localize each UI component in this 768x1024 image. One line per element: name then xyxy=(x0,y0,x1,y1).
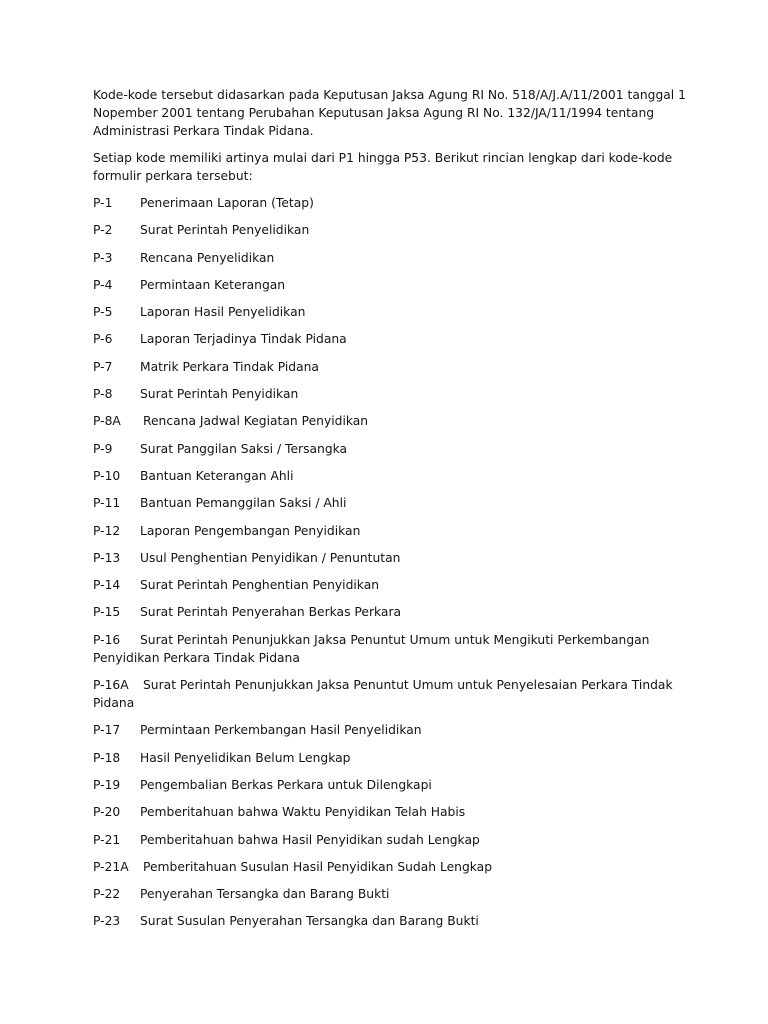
form-code: P-4 xyxy=(93,277,113,292)
list-item xyxy=(93,603,693,621)
list-item xyxy=(93,549,693,567)
list-item xyxy=(93,276,693,294)
list-item xyxy=(93,912,693,930)
list-item xyxy=(93,494,693,512)
form-description: Surat Perintah Penyelidikan xyxy=(140,223,310,238)
form-description: Surat Perintah Penyidikan xyxy=(140,387,299,402)
form-description: Bantuan Pemanggilan Saksi / Ahli xyxy=(140,496,347,511)
form-code: P-22 xyxy=(93,887,121,902)
list-item xyxy=(93,385,693,403)
form-code: P-21A xyxy=(93,859,129,874)
form-description: Usul Penghentian Penyidikan / Penuntutan xyxy=(140,550,401,565)
form-description: Surat Panggilan Saksi / Tersangka xyxy=(140,441,348,456)
list-item xyxy=(93,440,693,458)
list-item xyxy=(93,221,693,239)
form-code: P-16A xyxy=(93,678,129,693)
list-item xyxy=(93,303,693,321)
form-code: P-9 xyxy=(93,441,113,456)
intro-paragraph-1: Kode-kode tersebut didasarkan pada Keputusan Jaksa Agung RI No. 518/A/J.A/11/2001 tanggal 1 Nopember 2001 tentang Perubahan Keputusan Jaksa Agung RI No. 132/JA/11/1994 tentang Administrasi Perkara Tindak Pidana. xyxy=(93,88,686,138)
form-description: Permintaan Keterangan xyxy=(140,277,286,292)
form-description: Matrik Perkara Tindak Pidana xyxy=(140,359,319,374)
list-item xyxy=(93,576,693,594)
form-code: P-14 xyxy=(93,578,121,593)
intro-paragraph-2: Setiap kode memiliki artinya mulai dari P1 hingga P53. Berikut rincian lengkap dari kode-kode formulir perkara tersebut: xyxy=(93,151,673,183)
form-code: P-19 xyxy=(93,777,121,792)
form-code: P-20 xyxy=(93,805,121,820)
form-description: Permintaan Perkembangan Hasil Penyelidikan xyxy=(140,723,422,738)
list-item xyxy=(93,749,693,767)
form-description: Surat Susulan Penyerahan Tersangka dan Barang Bukti xyxy=(140,914,479,929)
list-item xyxy=(93,330,693,348)
form-code: P-6 xyxy=(93,332,113,347)
form-code: P-7 xyxy=(93,359,113,374)
list-item xyxy=(93,676,693,712)
form-description: Surat Perintah Penghentian Penyidikan xyxy=(140,578,380,593)
form-code: P-16 xyxy=(93,632,121,647)
form-description: Pengembalian Berkas Perkara untuk Dilengkapi xyxy=(140,777,432,792)
form-code: P-12 xyxy=(93,523,121,538)
form-code: P-1 xyxy=(93,196,113,210)
list-item xyxy=(93,358,693,376)
form-description: Pemberitahuan bahwa Waktu Penyidikan Telah Habis xyxy=(140,805,466,820)
list-item xyxy=(93,776,693,794)
form-description: Surat Perintah Penunjukkan Jaksa Penuntut Umum untuk Penyelesaian Perkara Tindak Pidana xyxy=(93,678,673,711)
form-code: P-10 xyxy=(93,468,121,483)
list-item xyxy=(93,631,693,667)
form-description: Bantuan Keterangan Ahli xyxy=(140,468,294,483)
list-item xyxy=(93,249,693,267)
list-item xyxy=(93,467,693,485)
list-item xyxy=(93,803,693,821)
form-description: Pemberitahuan bahwa Hasil Penyidikan sudah Lengkap xyxy=(140,832,480,847)
list-item xyxy=(93,885,693,903)
form-code: P-8A xyxy=(93,414,121,429)
list-item xyxy=(93,412,693,430)
document-page xyxy=(93,86,693,940)
form-code: P-8 xyxy=(93,387,113,402)
form-description: Rencana Jadwal Kegiatan Penyidikan xyxy=(143,414,369,429)
form-description: Laporan Pengembangan Penyidikan xyxy=(140,523,361,538)
form-code: P-15 xyxy=(93,605,121,620)
form-description: Penyerahan Tersangka dan Barang Bukti xyxy=(140,887,390,902)
form-code: P-21 xyxy=(93,832,121,847)
form-description: Laporan Terjadinya Tindak Pidana xyxy=(140,332,347,347)
form-code: P-3 xyxy=(93,250,113,265)
list-item xyxy=(93,194,693,212)
form-code: P-2 xyxy=(93,223,113,238)
form-description: Penerimaan Laporan (Tetap) xyxy=(140,196,314,210)
form-code-list xyxy=(93,194,693,930)
form-code: P-5 xyxy=(93,305,113,320)
form-description: Laporan Hasil Penyelidikan xyxy=(140,305,306,320)
list-item xyxy=(93,858,693,876)
list-item xyxy=(93,831,693,849)
form-description: Surat Perintah Penyerahan Berkas Perkara xyxy=(140,605,402,620)
list-item xyxy=(93,721,693,739)
form-code: P-13 xyxy=(93,550,121,565)
list-item xyxy=(93,522,693,540)
form-description: Hasil Penyelidikan Belum Lengkap xyxy=(140,750,351,765)
form-description: Surat Perintah Penunjukkan Jaksa Penuntut Umum untuk Mengikuti Perkembangan Penyidikan Perkara Tindak Pidana xyxy=(93,632,650,665)
form-code: P-11 xyxy=(93,496,121,511)
form-code: P-23 xyxy=(93,914,121,929)
form-description: Rencana Penyelidikan xyxy=(140,250,275,265)
form-code: P-17 xyxy=(93,723,121,738)
form-code: P-18 xyxy=(93,750,121,765)
form-description: Pemberitahuan Susulan Hasil Penyidikan Sudah Lengkap xyxy=(143,859,493,874)
